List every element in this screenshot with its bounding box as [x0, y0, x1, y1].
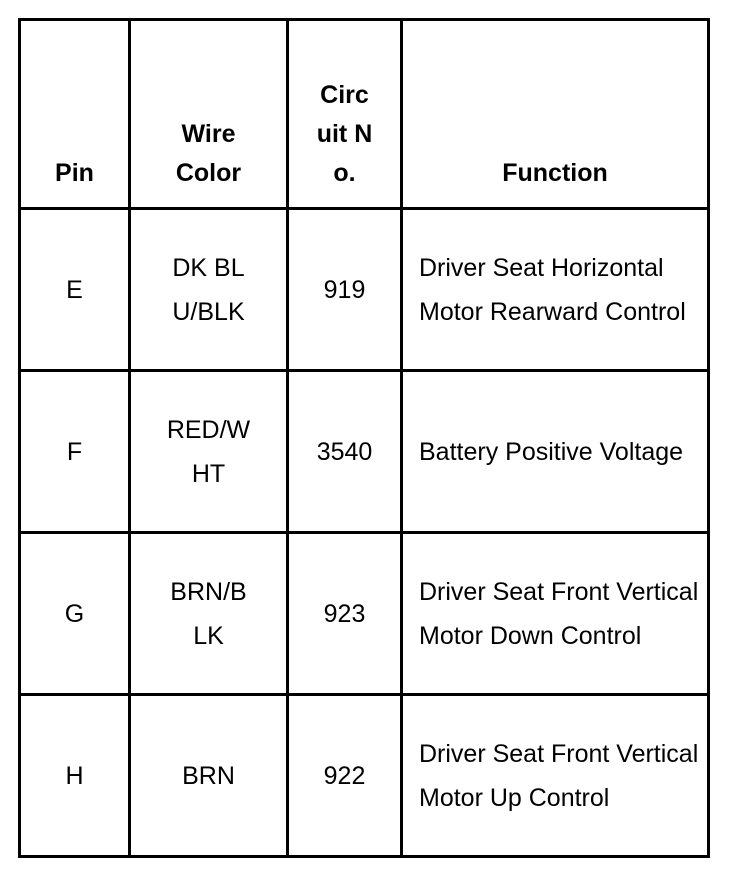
table-row — [20, 533, 709, 695]
circuit-no-cell: 3540 — [288, 371, 402, 533]
table-row — [20, 695, 709, 857]
circuit-no-cell: 922 — [288, 695, 402, 857]
header-circuit-no: Circuit No. — [288, 20, 402, 209]
pin-cell: E — [20, 209, 130, 371]
function-cell: Driver Seat Front Vertical Motor Down Control — [402, 533, 709, 695]
connector-pin-table — [18, 18, 710, 858]
wire-color-cell: BRN — [130, 695, 288, 857]
table-header-row — [20, 20, 709, 209]
header-pin: Pin — [20, 20, 130, 209]
function-cell: Battery Positive Voltage — [402, 371, 709, 533]
header-wire-color: Wire Color — [130, 20, 288, 209]
pin-cell: F — [20, 371, 130, 533]
pin-cell: H — [20, 695, 130, 857]
pin-cell: G — [20, 533, 130, 695]
wire-color-cell: BRN/BLK — [130, 533, 288, 695]
wire-color-cell: DK BLU/BLK — [130, 209, 288, 371]
header-function: Function — [402, 20, 709, 209]
function-cell: Driver Seat Horizontal Motor Rearward Control — [402, 209, 709, 371]
circuit-no-cell: 919 — [288, 209, 402, 371]
wire-color-cell: RED/WHT — [130, 371, 288, 533]
circuit-no-cell: 923 — [288, 533, 402, 695]
table-row — [20, 371, 709, 533]
table-row — [20, 209, 709, 371]
function-cell: Driver Seat Front Vertical Motor Up Control — [402, 695, 709, 857]
